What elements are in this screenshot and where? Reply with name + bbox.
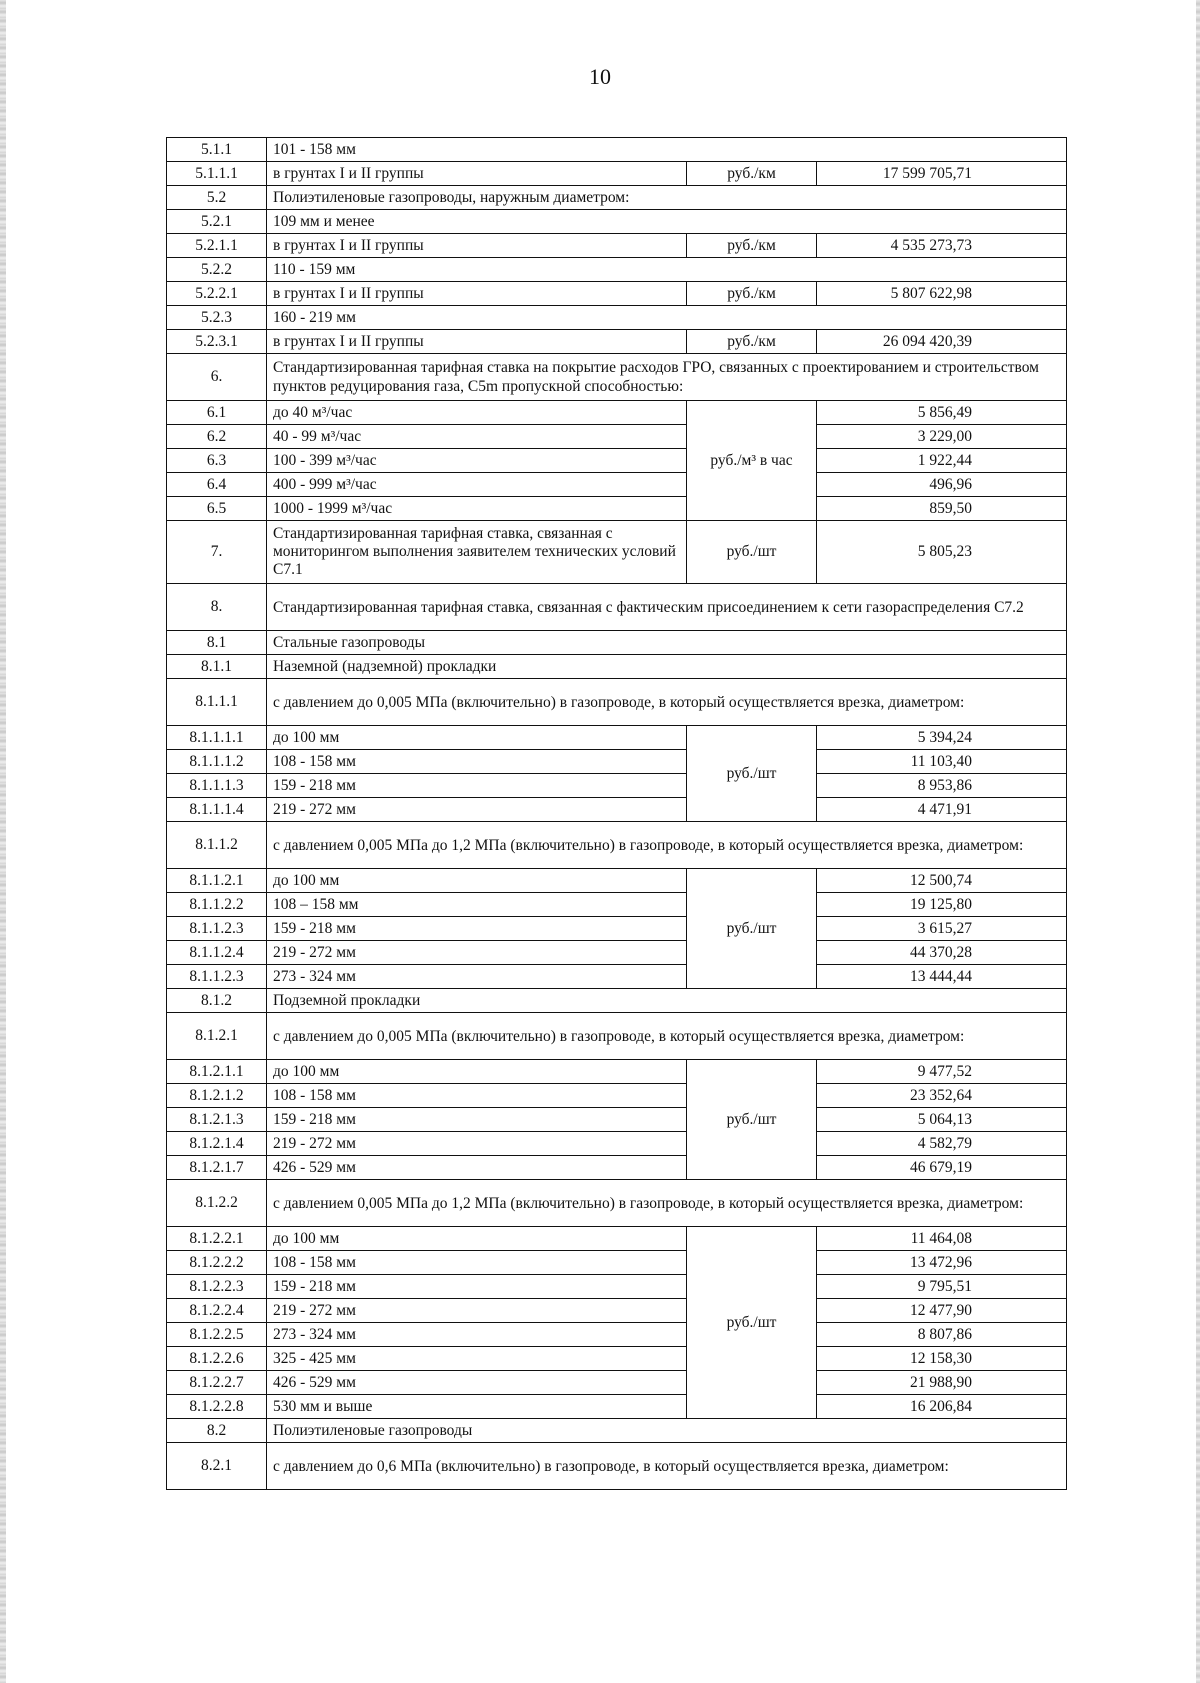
- row-number-cell: 8.1.1.2.4: [167, 941, 267, 965]
- table-row: [167, 401, 1067, 425]
- table-row: [167, 798, 1067, 822]
- table-row: [167, 1443, 1067, 1490]
- table-row: [167, 1108, 1067, 1132]
- table-row: [167, 138, 1067, 162]
- row-number-cell: 8.1.1.1: [167, 679, 267, 726]
- row-description-cell: 159 - 218 мм: [267, 774, 687, 798]
- table-row: [167, 1299, 1067, 1323]
- value-cell: 17 599 705,71: [817, 162, 1067, 186]
- table-row: [167, 750, 1067, 774]
- row-description-cell: Стандартизированная тарифная ставка, связанная с мониторингом выполнения заявителем технических условий C7.1: [267, 521, 687, 584]
- row-number-cell: 8.1.2.2.3: [167, 1275, 267, 1299]
- table-row: [167, 584, 1067, 631]
- row-description-cell: до 100 мм: [267, 869, 687, 893]
- row-number-cell: 8.1.1.2.3: [167, 917, 267, 941]
- row-number-cell: 8.1.1: [167, 655, 267, 679]
- value-cell: 12 500,74: [817, 869, 1067, 893]
- row-number-cell: 5.1.1: [167, 138, 267, 162]
- value-cell: 44 370,28: [817, 941, 1067, 965]
- scan-edge-right: [1196, 0, 1200, 1683]
- table-row: [167, 210, 1067, 234]
- value-cell: 12 158,30: [817, 1347, 1067, 1371]
- value-cell: 9 477,52: [817, 1060, 1067, 1084]
- row-description-cell: 1000 - 1999 м³/час: [267, 497, 687, 521]
- row-description-cell: 108 - 158 мм: [267, 750, 687, 774]
- row-description-cell: 219 - 272 мм: [267, 941, 687, 965]
- row-description-cell: до 40 м³/час: [267, 401, 687, 425]
- row-number-cell: 6.2: [167, 425, 267, 449]
- row-description-cell: 101 - 158 мм: [267, 138, 1067, 162]
- row-description-cell: 219 - 272 мм: [267, 1132, 687, 1156]
- unit-cell: руб./шт: [687, 521, 817, 584]
- table-row: [167, 774, 1067, 798]
- row-number-cell: 8.: [167, 584, 267, 631]
- table-row: [167, 893, 1067, 917]
- row-description-cell: 426 - 529 мм: [267, 1371, 687, 1395]
- row-number-cell: 8.1.2.2.2: [167, 1251, 267, 1275]
- row-number-cell: 5.2.2: [167, 258, 267, 282]
- table-row: [167, 726, 1067, 750]
- table-row: [167, 1371, 1067, 1395]
- row-description-cell: 109 мм и менее: [267, 210, 1067, 234]
- row-number-cell: 8.1.2.1.2: [167, 1084, 267, 1108]
- row-number-cell: 8.1.2.1.1: [167, 1060, 267, 1084]
- row-description-cell: Стандартизированная тарифная ставка на покрытие расходов ГРО, связанных с проектированием и строительством пунктов редуцирования газа, C5m пропускной способностью:: [267, 354, 1067, 401]
- row-description-cell: 400 - 999 м³/час: [267, 473, 687, 497]
- value-cell: 19 125,80: [817, 893, 1067, 917]
- row-number-cell: 8.1.1.2.3: [167, 965, 267, 989]
- row-number-cell: 5.2.1.1: [167, 234, 267, 258]
- value-cell: 23 352,64: [817, 1084, 1067, 1108]
- table-row: [167, 1251, 1067, 1275]
- row-description-cell: Полиэтиленовые газопроводы, наружным диаметром:: [267, 186, 1067, 210]
- table-row: [167, 1013, 1067, 1060]
- row-description-cell: 273 - 324 мм: [267, 1323, 687, 1347]
- table-row: [167, 186, 1067, 210]
- row-description-cell: с давлением 0,005 МПа до 1,2 МПа (включительно) в газопроводе, в который осуществляется врезка, диаметром:: [267, 822, 1067, 869]
- table-row: [167, 306, 1067, 330]
- row-number-cell: 5.2: [167, 186, 267, 210]
- table-row: [167, 679, 1067, 726]
- row-number-cell: 5.1.1.1: [167, 162, 267, 186]
- table-row: [167, 1419, 1067, 1443]
- row-description-cell: Полиэтиленовые газопроводы: [267, 1419, 1067, 1443]
- row-number-cell: 8.1.1.2.1: [167, 869, 267, 893]
- row-description-cell: 110 - 159 мм: [267, 258, 1067, 282]
- row-description-cell: 530 мм и выше: [267, 1395, 687, 1419]
- value-cell: 8 807,86: [817, 1323, 1067, 1347]
- table-row: [167, 282, 1067, 306]
- value-cell: 11 464,08: [817, 1227, 1067, 1251]
- row-number-cell: 8.1.2.1.7: [167, 1156, 267, 1180]
- table-row: [167, 869, 1067, 893]
- row-number-cell: 8.1.2.1.3: [167, 1108, 267, 1132]
- row-description-cell: с давлением до 0,6 МПа (включительно) в газопроводе, в который осуществляется врезка, диаметром:: [267, 1443, 1067, 1490]
- unit-cell: руб./шт: [687, 1227, 817, 1419]
- unit-cell: руб./км: [687, 162, 817, 186]
- row-number-cell: 8.1.2.2.4: [167, 1299, 267, 1323]
- row-description-cell: с давлением 0,005 МПа до 1,2 МПа (включительно) в газопроводе, в который осуществляется врезка, диаметром:: [267, 1180, 1067, 1227]
- table-row: [167, 631, 1067, 655]
- table-row: [167, 1275, 1067, 1299]
- row-number-cell: 6.3: [167, 449, 267, 473]
- row-number-cell: 8.1.1.1.1: [167, 726, 267, 750]
- unit-cell: руб./м³ в час: [687, 401, 817, 521]
- value-cell: 9 795,51: [817, 1275, 1067, 1299]
- row-description-cell: Стандартизированная тарифная ставка, связанная с фактическим присоединением к сети газораспределения C7.2: [267, 584, 1067, 631]
- row-number-cell: 8.1.2.2: [167, 1180, 267, 1227]
- row-description-cell: до 100 мм: [267, 1227, 687, 1251]
- table-row: [167, 1132, 1067, 1156]
- table-row: [167, 521, 1067, 584]
- value-cell: 11 103,40: [817, 750, 1067, 774]
- value-cell: 859,50: [817, 497, 1067, 521]
- table-row: [167, 822, 1067, 869]
- row-number-cell: 6.5: [167, 497, 267, 521]
- row-description-cell: 159 - 218 мм: [267, 1108, 687, 1132]
- value-cell: 13 472,96: [817, 1251, 1067, 1275]
- table-row: [167, 449, 1067, 473]
- value-cell: 3 229,00: [817, 425, 1067, 449]
- row-description-cell: Подземной прокладки: [267, 989, 1067, 1013]
- row-description-cell: 108 - 158 мм: [267, 1084, 687, 1108]
- value-cell: 5 805,23: [817, 521, 1067, 584]
- table-row: [167, 1060, 1067, 1084]
- table-row: [167, 1084, 1067, 1108]
- row-number-cell: 8.2.1: [167, 1443, 267, 1490]
- table-row: [167, 1347, 1067, 1371]
- row-description-cell: Наземной (надземной) прокладки: [267, 655, 1067, 679]
- value-cell: 4 471,91: [817, 798, 1067, 822]
- unit-cell: руб./шт: [687, 1060, 817, 1180]
- table-row: [167, 941, 1067, 965]
- page-number: 10: [589, 64, 611, 89]
- row-description-cell: с давлением до 0,005 МПа (включительно) в газопроводе, в который осуществляется врезка, диаметром:: [267, 679, 1067, 726]
- row-description-cell: в грунтах I и II группы: [267, 234, 687, 258]
- tariff-table: [166, 137, 1067, 1490]
- row-number-cell: 8.1.1.2: [167, 822, 267, 869]
- value-cell: 46 679,19: [817, 1156, 1067, 1180]
- value-cell: 16 206,84: [817, 1395, 1067, 1419]
- table-row: [167, 655, 1067, 679]
- table-row: [167, 1156, 1067, 1180]
- row-description-cell: 160 - 219 мм: [267, 306, 1067, 330]
- value-cell: 5 394,24: [817, 726, 1067, 750]
- row-number-cell: 8.1.2.2.8: [167, 1395, 267, 1419]
- unit-cell: руб./шт: [687, 726, 817, 822]
- row-number-cell: 8.1.2.2.6: [167, 1347, 267, 1371]
- row-number-cell: 5.2.3.1: [167, 330, 267, 354]
- table-row: [167, 354, 1067, 401]
- table-row: [167, 1180, 1067, 1227]
- scan-edge-left: [0, 0, 6, 1683]
- tariff-table-body: [167, 138, 1067, 1490]
- table-row: [167, 1227, 1067, 1251]
- row-number-cell: 8.1.1.1.4: [167, 798, 267, 822]
- row-number-cell: 8.1.2: [167, 989, 267, 1013]
- table-row: [167, 234, 1067, 258]
- row-number-cell: 8.1.1.1.2: [167, 750, 267, 774]
- row-description-cell: 219 - 272 мм: [267, 1299, 687, 1323]
- row-description-cell: Стальные газопроводы: [267, 631, 1067, 655]
- table-row: [167, 1323, 1067, 1347]
- table-row: [167, 965, 1067, 989]
- value-cell: 4 535 273,73: [817, 234, 1067, 258]
- value-cell: 8 953,86: [817, 774, 1067, 798]
- row-number-cell: 5.2.3: [167, 306, 267, 330]
- row-description-cell: 219 - 272 мм: [267, 798, 687, 822]
- row-description-cell: 159 - 218 мм: [267, 917, 687, 941]
- table-row: [167, 258, 1067, 282]
- table-row: [167, 989, 1067, 1013]
- row-number-cell: 8.1.1.2.2: [167, 893, 267, 917]
- row-description-cell: 273 - 324 мм: [267, 965, 687, 989]
- row-number-cell: 8.1.2.2.5: [167, 1323, 267, 1347]
- row-number-cell: 6.: [167, 354, 267, 401]
- table-row: [167, 473, 1067, 497]
- row-description-cell: в грунтах I и II группы: [267, 162, 687, 186]
- unit-cell: руб./шт: [687, 869, 817, 989]
- row-number-cell: 7.: [167, 521, 267, 584]
- row-number-cell: 8.1.1.1.3: [167, 774, 267, 798]
- value-cell: 13 444,44: [817, 965, 1067, 989]
- row-number-cell: 8.1.2.2.1: [167, 1227, 267, 1251]
- value-cell: 26 094 420,39: [817, 330, 1067, 354]
- value-cell: 4 582,79: [817, 1132, 1067, 1156]
- unit-cell: руб./км: [687, 234, 817, 258]
- row-description-cell: в грунтах I и II группы: [267, 330, 687, 354]
- table-row: [167, 330, 1067, 354]
- row-description-cell: 325 - 425 мм: [267, 1347, 687, 1371]
- row-number-cell: 6.1: [167, 401, 267, 425]
- row-number-cell: 5.2.2.1: [167, 282, 267, 306]
- table-row: [167, 1395, 1067, 1419]
- value-cell: 21 988,90: [817, 1371, 1067, 1395]
- table-row: [167, 425, 1067, 449]
- row-description-cell: 100 - 399 м³/час: [267, 449, 687, 473]
- row-description-cell: 426 - 529 мм: [267, 1156, 687, 1180]
- row-description-cell: 108 - 158 мм: [267, 1251, 687, 1275]
- row-number-cell: 8.1.2.2.7: [167, 1371, 267, 1395]
- value-cell: 5 064,13: [817, 1108, 1067, 1132]
- row-number-cell: 6.4: [167, 473, 267, 497]
- row-description-cell: в грунтах I и II группы: [267, 282, 687, 306]
- table-row: [167, 497, 1067, 521]
- row-number-cell: 8.1: [167, 631, 267, 655]
- row-description-cell: 40 - 99 м³/час: [267, 425, 687, 449]
- row-number-cell: 8.1.2.1: [167, 1013, 267, 1060]
- value-cell: 1 922,44: [817, 449, 1067, 473]
- value-cell: 496,96: [817, 473, 1067, 497]
- table-row: [167, 917, 1067, 941]
- row-description-cell: с давлением до 0,005 МПа (включительно) в газопроводе, в который осуществляется врезка, диаметром:: [267, 1013, 1067, 1060]
- unit-cell: руб./км: [687, 282, 817, 306]
- row-description-cell: 159 - 218 мм: [267, 1275, 687, 1299]
- row-number-cell: 8.1.2.1.4: [167, 1132, 267, 1156]
- table-row: [167, 162, 1067, 186]
- value-cell: 5 807 622,98: [817, 282, 1067, 306]
- row-number-cell: 8.2: [167, 1419, 267, 1443]
- row-number-cell: 5.2.1: [167, 210, 267, 234]
- value-cell: 5 856,49: [817, 401, 1067, 425]
- unit-cell: руб./км: [687, 330, 817, 354]
- row-description-cell: до 100 мм: [267, 1060, 687, 1084]
- value-cell: 3 615,27: [817, 917, 1067, 941]
- row-description-cell: до 100 мм: [267, 726, 687, 750]
- row-description-cell: 108 – 158 мм: [267, 893, 687, 917]
- value-cell: 12 477,90: [817, 1299, 1067, 1323]
